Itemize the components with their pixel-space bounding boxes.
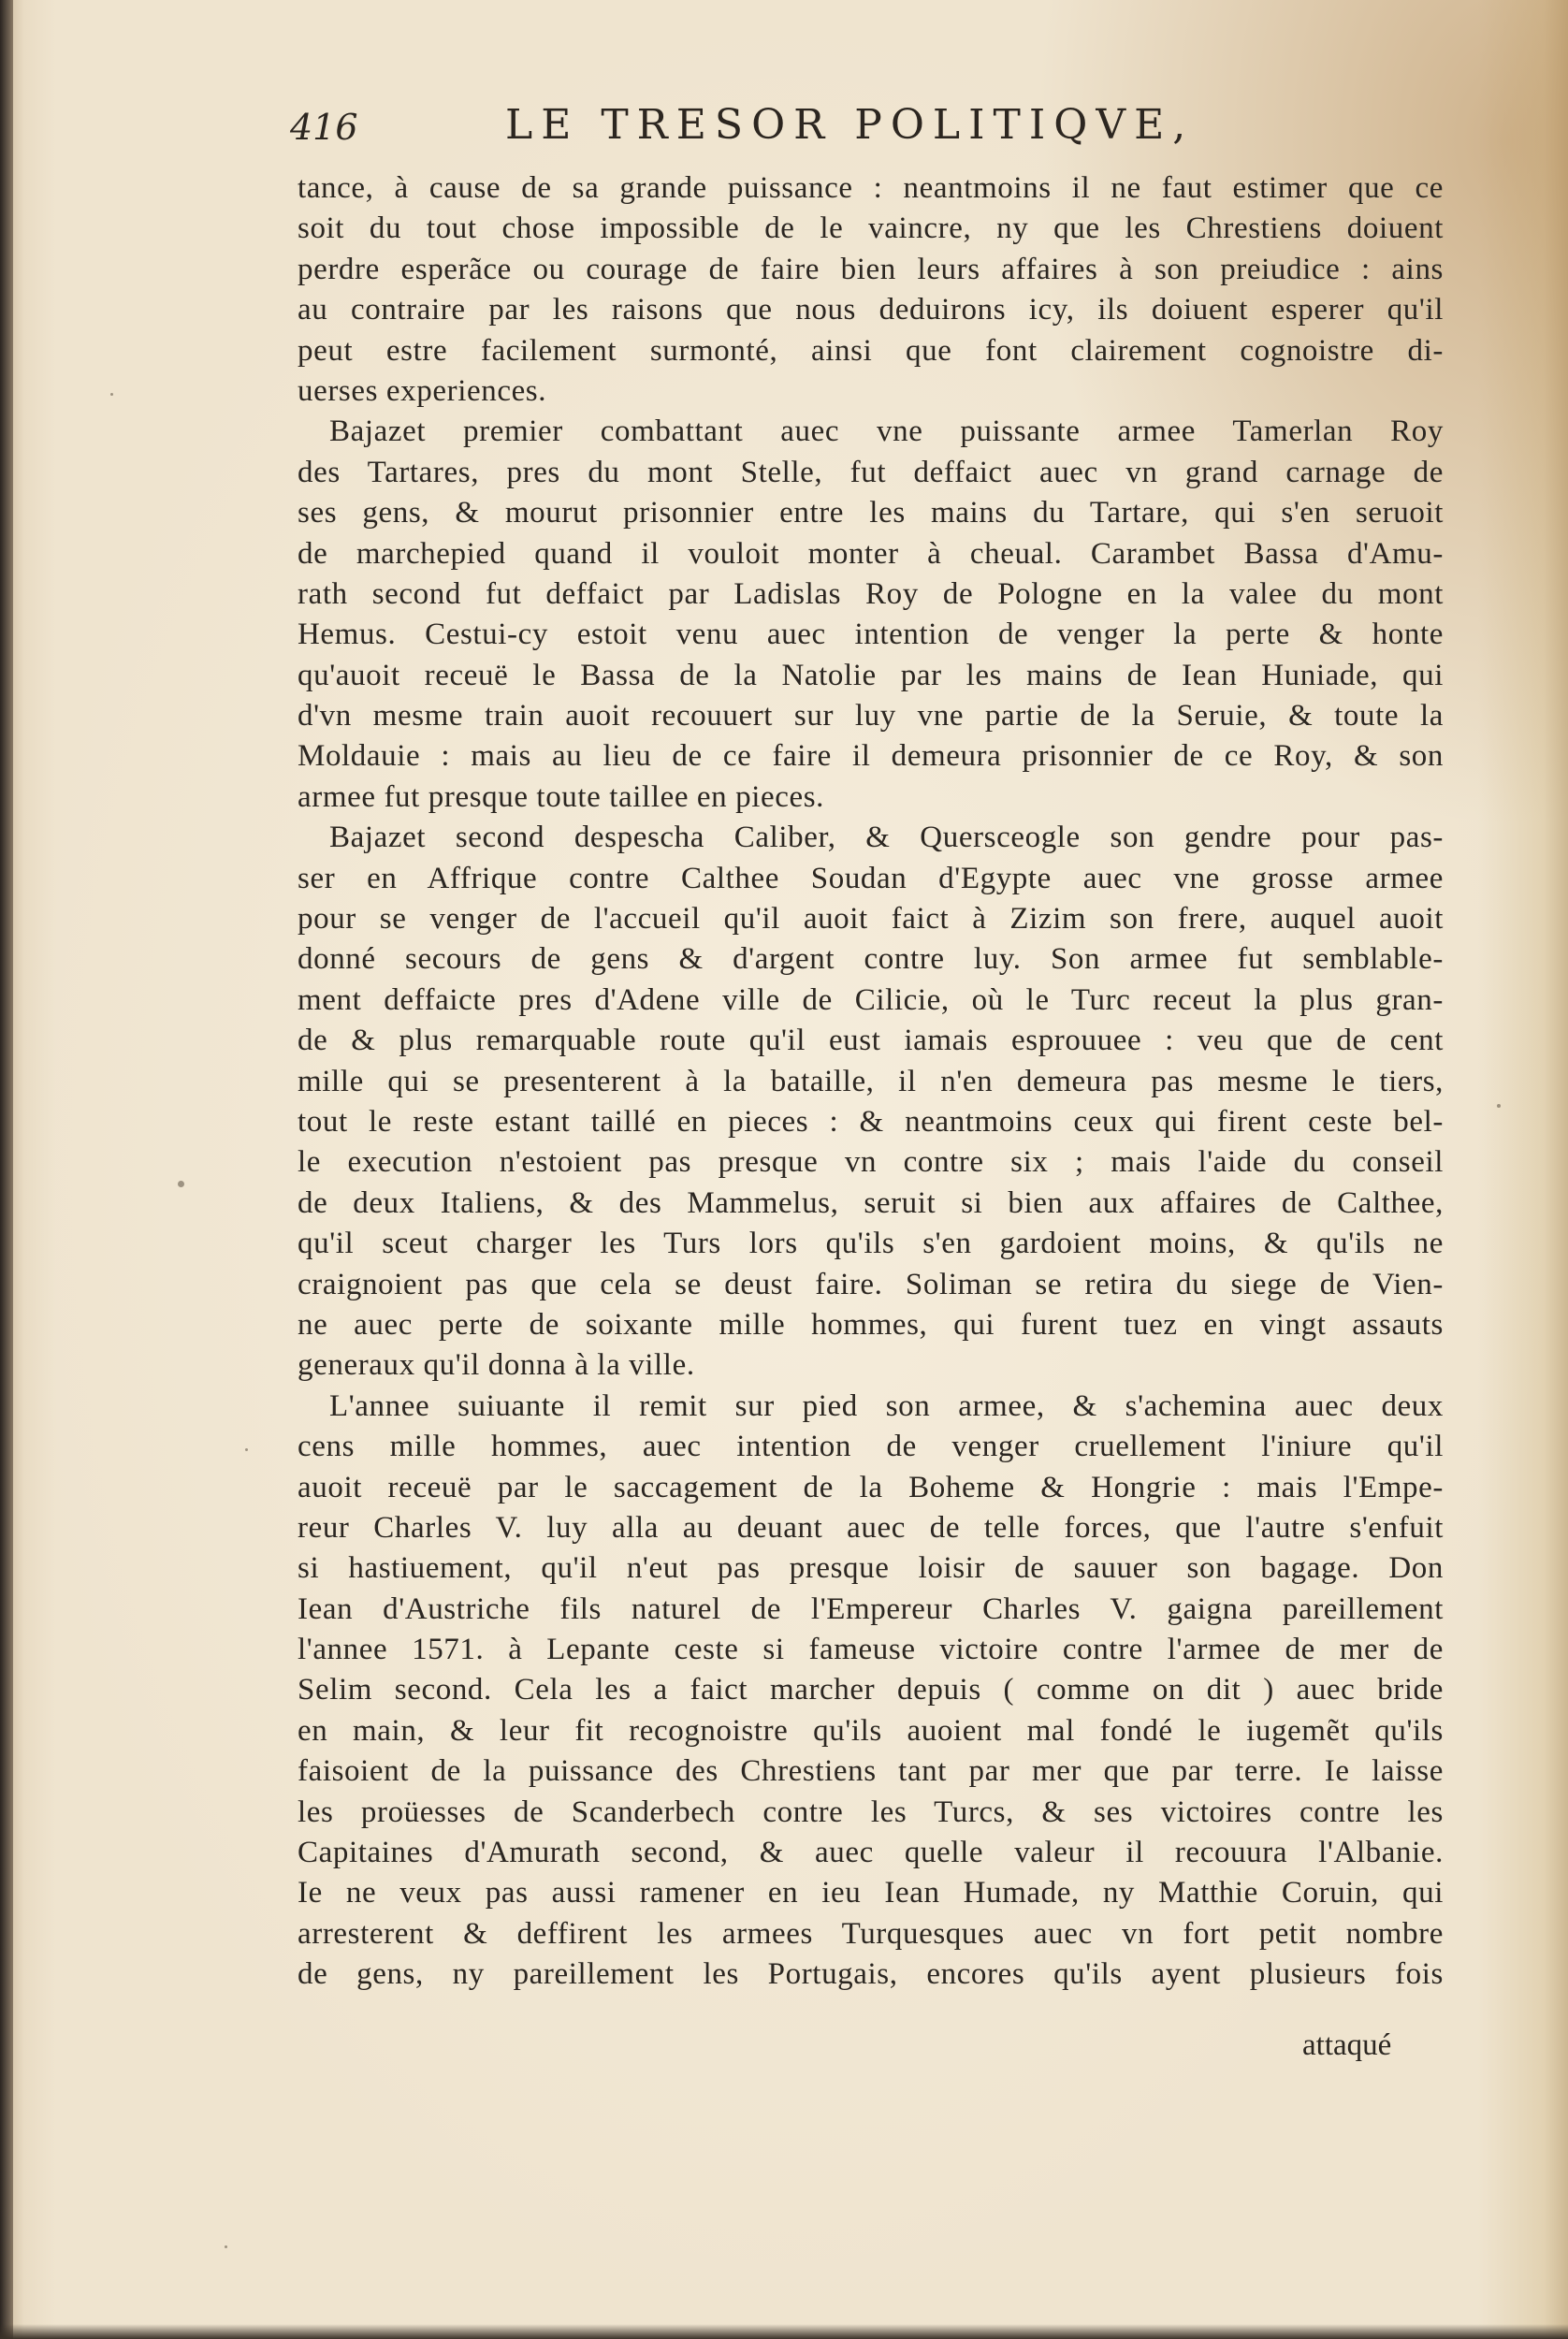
text-line: des Tartares, pres du mont Stelle, fut deffaict auec vn grand carnage de xyxy=(298,455,1444,489)
catchword: attaqué xyxy=(1302,2028,1392,2062)
text-line: d'vn mesme train auoit recouuert sur luy vne partie de la Seruie, & toute la xyxy=(298,699,1444,734)
text-line: donné secours de gens & d'argent contre luy. Son armee fut semblable- xyxy=(298,942,1444,977)
text-line: le execution n'estoient pas presque vn contre six ; mais l'aide du conseil xyxy=(298,1145,1444,1180)
text-line: de deux Italiens, & des Mammelus, seruit si bien aux affaires de Calthee, xyxy=(298,1185,1444,1220)
text-line: si hastiuement, qu'il n'eut pas presque loisir de sauuer son bagage. Don xyxy=(298,1551,1444,1586)
text-line: perdre esperãce ou courage de faire bien leurs affaires à son preiudice : ains xyxy=(298,252,1444,286)
text-line: qu'auoit receuë le Bassa de la Natolie par les mains de Iean Huniade, qui xyxy=(298,658,1444,692)
text-line: pour se venger de l'accueil qu'il auoit faict à Zizim son frere, auquel auoit xyxy=(298,902,1444,937)
text-line: Selim second. Cela les a faict marcher depuis ( comme on dit ) auec bride xyxy=(298,1673,1444,1707)
speck xyxy=(225,2245,227,2248)
speck xyxy=(245,1448,248,1451)
speck xyxy=(178,1181,184,1187)
text-line: mille qui se presenterent à la bataille, il n'en demeura pas mesme le tiers, xyxy=(298,1064,1444,1098)
text-line: tance, à cause de sa grande puissance : neantmoins il ne faut estimer que ce xyxy=(298,171,1444,205)
text-line: Capitaines d'Amurath second, & auec quelle valeur il recouura l'Albanie. xyxy=(298,1836,1444,1870)
text-line: L'annee suiuante il remit sur pied son armee, & s'achemina auec deux xyxy=(329,1388,1444,1423)
text-line: ser en Affrique contre Calthee Soudan d'Egypte auec vne grosse armee xyxy=(298,861,1444,895)
text-line: au contraire par les raisons que nous deduirons icy, ils doiuent esperer qu'il xyxy=(298,293,1444,327)
page-header xyxy=(290,101,1459,157)
text-line: l'annee 1571. à Lepante ceste si fameuse victoire contre l'armee de mer de xyxy=(298,1633,1444,1667)
text-line: de gens, ny pareillement les Portugais, encores qu'ils ayent plusieurs fois xyxy=(298,1957,1444,1992)
text-line: peut estre facilement surmonté, ainsi que font clairement cognoistre di- xyxy=(298,333,1444,368)
text-line: uerses experiences. xyxy=(298,373,547,408)
text-line: Moldauie : mais au lieu de ce faire il demeura prisonnier de ce Roy, & son xyxy=(298,739,1444,774)
text-line: Bajazet premier combattant auec vne puissante armee Tamerlan Roy xyxy=(329,414,1444,449)
text-line: qu'il sceut charger les Turs lors qu'ils s'en gardoient moins, & qu'ils ne xyxy=(298,1227,1444,1261)
text-line: reur Charles V. luy alla au deuant auec de telle forces, que l'autre s'enfuit xyxy=(298,1510,1444,1545)
body-text xyxy=(298,168,1444,1996)
text-line: soit du tout chose impossible de le vaincre, ny que les Chrestiens doiuent xyxy=(298,211,1444,246)
text-line: rath second fut deffaict par Ladislas Roy de Pologne en la valee du mont xyxy=(298,576,1444,611)
page-left-shadow xyxy=(0,0,13,2339)
running-title: LE TRESOR POLITIQVE, xyxy=(505,101,1195,149)
text-line: auoit receuë par le saccagement de la Boheme & Hongrie : mais l'Empe- xyxy=(298,1470,1444,1504)
text-line: Hemus. Cestui-cy estoit venu auec intention de venger la perte & honte xyxy=(298,617,1444,652)
page-number: 416 xyxy=(290,107,358,148)
text-line: faisoient de la puissance des Chrestiens tant par mer que par terre. Ie laisse xyxy=(298,1754,1444,1789)
text-line: cens mille hommes, auec intention de venger cruellement l'iniure qu'il xyxy=(298,1430,1444,1464)
text-line: de & plus remarquable route qu'il eust iamais esprouuee : veu que de cent xyxy=(298,1024,1444,1058)
text-line: arresterent & deffirent les armees Turquesques auec vn fort petit nombre xyxy=(298,1916,1444,1951)
text-line: armee fut presque toute taillee en pieces. xyxy=(298,779,825,814)
text-line: ne auec perte de soixante mille hommes, qui furent tuez en vingt assauts xyxy=(298,1307,1444,1342)
text-line: les proüesses de Scanderbech contre les Turcs, & ses victoires contre les xyxy=(298,1794,1444,1829)
text-line: en main, & leur fit recognoistre qu'ils auoient mal fondé le iugemẽt qu'ils xyxy=(298,1713,1444,1748)
text-line: ses gens, & mourut prisonnier entre les mains du Tartare, qui s'en seruoit xyxy=(298,496,1444,530)
text-line: Iean d'Austriche fils naturel de l'Empereur Charles V. gaigna pareillement xyxy=(298,1591,1444,1626)
text-line: generaux qu'il donna à la ville. xyxy=(298,1348,695,1383)
text-line: Ie ne veux pas aussi ramener en ieu Iean Humade, ny Matthie Coruin, qui xyxy=(298,1876,1444,1910)
text-line: ment deffaicte pres d'Adene ville de Cilicie, où le Turc receut la plus gran- xyxy=(298,982,1444,1017)
text-line: tout le reste estant taillé en pieces : & neantmoins ceux qui firent ceste bel- xyxy=(298,1104,1444,1139)
text-line: de marchepied quand il vouloit monter à cheual. Carambet Bassa d'Amu- xyxy=(298,536,1444,571)
text-line: craignoient pas que cela se deust faire. Soliman se retira du siege de Vien- xyxy=(298,1267,1444,1301)
speck xyxy=(1497,1104,1501,1108)
speck xyxy=(110,393,113,396)
text-line: Bajazet second despescha Caliber, & Quersceogle son gendre pour pas- xyxy=(329,821,1444,855)
page-bottom-shadow xyxy=(0,2324,1568,2339)
